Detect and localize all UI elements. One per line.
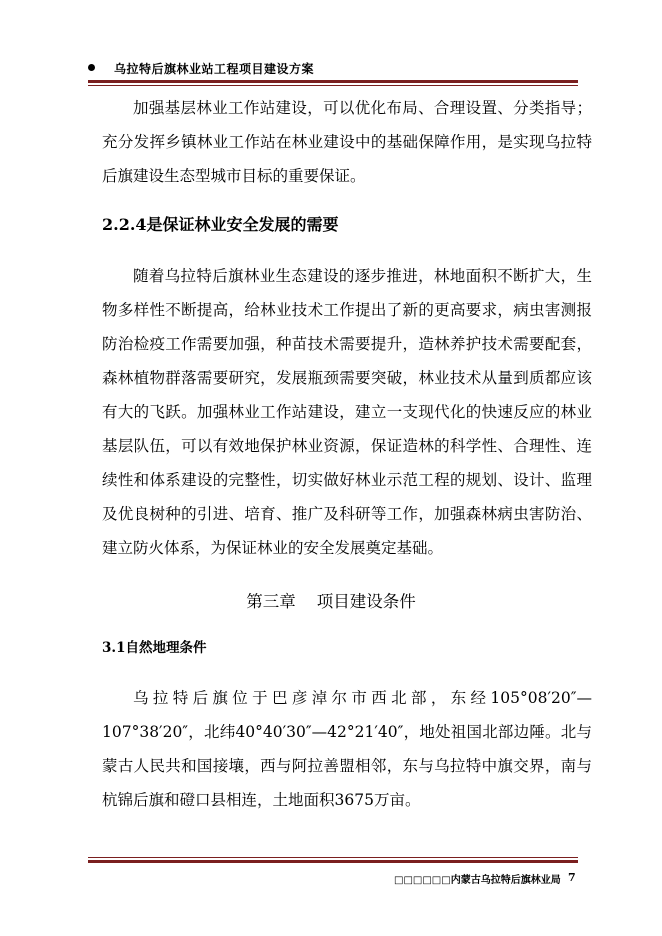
header-rule-thick bbox=[88, 80, 578, 83]
section-heading-3-1: 3.1自然地理条件 bbox=[102, 640, 207, 656]
paragraph-1: 加强基层林业工作站建设，可以优化布局、合理设置、分类指导；充分发挥乡镇林业工作站在林业建设中的基础保障作用，是实现乌拉特后旗建设生态型城市目标的重要保证。 bbox=[102, 99, 592, 185]
header-rule-thin bbox=[88, 85, 578, 86]
page-header bbox=[88, 60, 578, 80]
footer-org: □□□□□□内蒙古乌拉特后旗林业局 bbox=[394, 875, 561, 886]
header-title: 乌拉特后旗林业站工程项目建设方案 bbox=[114, 62, 315, 76]
paragraph-2: 随着乌拉特后旗林业生态建设的逐步推进，林地面积不断扩大，生物多样性不断提高，给林业技术工作提出了新的更高要求，病虫害测报防治检疫工作需要加强，种苗技术需要提升，造林养护技术需要配套，森林植物群落需要研究，发展瓶颈需要突破，林业技术从量到质都应该有大的飞跃。加强林业工作站建设，建立一支现代化的快速反应的林业基层队伍，可以有效地保护林业资源，保证造林的科学性、合理性、连续性和体系建设的完整性，切实做好林业示范工程的规划、设计、监理及优良树种的引进、培育、推广及科研等工作，加强森林病虫害防治、建立防火体系，为保证林业的安全发展奠定基础。 bbox=[102, 267, 592, 557]
footer-rule-thin bbox=[88, 857, 578, 858]
section-heading-2-2-4: 2.2.4是保证林业安全发展的需要 bbox=[102, 215, 339, 234]
paragraph-3: 乌拉特后旗位于巴彦淖尔市西北部，东经105°08′20″—107°38′20″，北纬40°40′30″—42°21′40″，地处祖国北部边陲。北与蒙古人民共和国接壤，西与阿拉善盟相邻，东与乌拉特中旗交界，南与杭锦后旗和磴口县相连，土地面积3675万亩。 bbox=[102, 689, 592, 809]
bullet-icon bbox=[88, 64, 95, 71]
chapter-title: 第三章 项目建设条件 bbox=[246, 592, 416, 611]
footer-rule-thick bbox=[88, 860, 578, 863]
page-number: 7 bbox=[568, 871, 576, 884]
